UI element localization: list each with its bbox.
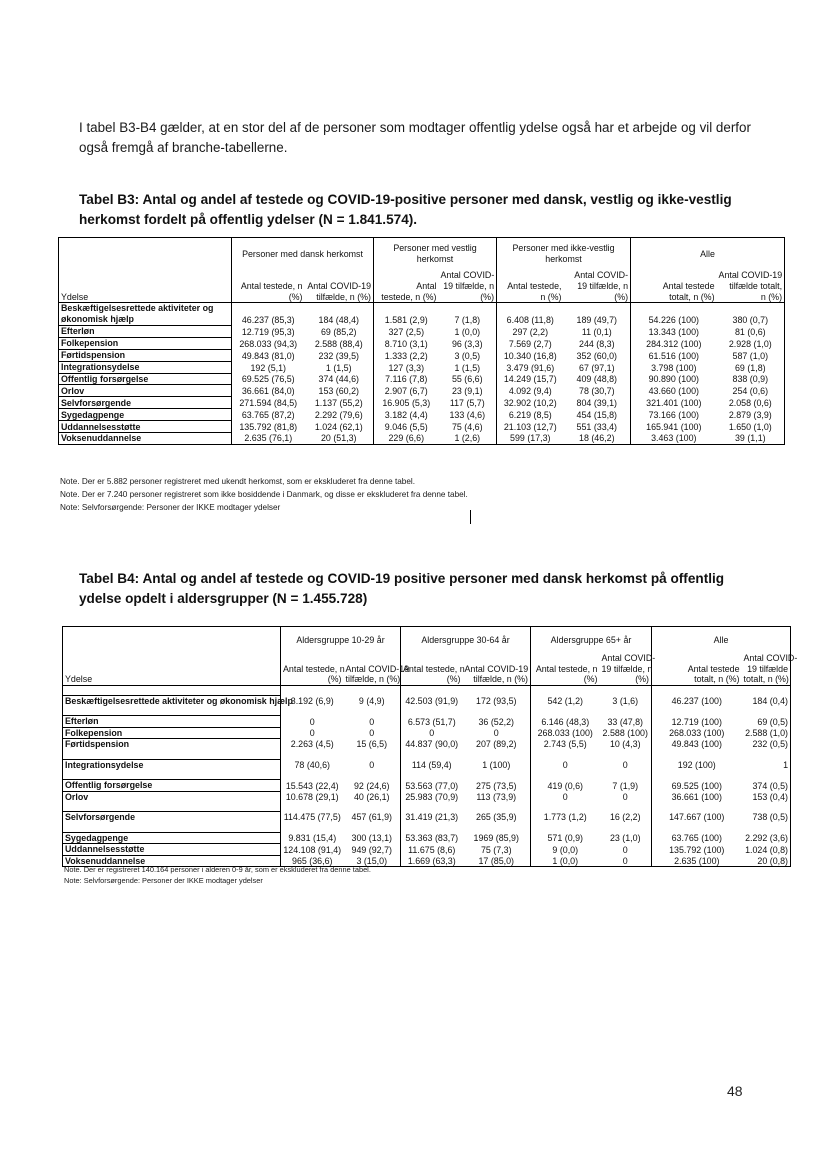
b3-col7-h2: Antal testede xyxy=(631,281,717,292)
table-cell: 232 (39,5) xyxy=(318,350,359,361)
table-cell: 69.525 (100) xyxy=(652,780,742,792)
table-cell: 192 (5,1) xyxy=(232,361,305,373)
row-label: Beskæftigelsesrettede aktiviteter og økonomisk hjælp xyxy=(63,695,281,706)
table-cell: 542 (1,2) xyxy=(531,695,600,706)
table-cell: 1 (1,5) xyxy=(325,362,352,373)
cursor-mark xyxy=(470,510,471,524)
table-cell: 1.137 (55,2) xyxy=(314,398,363,409)
table-row xyxy=(63,832,791,844)
table-b4 xyxy=(62,626,798,867)
table-cell: 42.503 (91,9) xyxy=(401,695,463,706)
b4-group-10-29: Aldersgruppe 10-29 år xyxy=(281,627,401,654)
table-cell: 53.563 (77,0) xyxy=(401,780,463,792)
table-cell: 15 (6,5) xyxy=(356,739,388,749)
row-label: Integrationsydelse xyxy=(63,759,281,770)
table-cell: 67 (97,1) xyxy=(579,362,615,373)
table-cell: 21.103 (12,7) xyxy=(497,421,564,433)
b4-col8-h3: totalt, n (%) xyxy=(743,674,789,684)
table-cell: 0 xyxy=(531,791,600,802)
b3-col7-h1 xyxy=(631,270,717,281)
table-cell: 0 xyxy=(369,759,375,770)
b4-col2-h3: tilfælde, n (%) xyxy=(345,674,401,684)
table-row xyxy=(59,326,785,338)
table-cell: 127 (3,3) xyxy=(374,361,439,373)
table-cell: 352 (60,0) xyxy=(576,350,618,361)
b4-group-65plus: Aldersgruppe 65+ år xyxy=(531,627,652,654)
table-cell: 20 (0,8) xyxy=(757,855,789,866)
table-cell: 12.719 (95,3) xyxy=(232,326,305,338)
table-cell: 40 (26,1) xyxy=(353,791,390,802)
row-label: Voksenuddannelse xyxy=(63,855,281,867)
table-cell: 9.046 (5,5) xyxy=(374,421,439,433)
table-cell: 172 (93,5) xyxy=(476,695,517,706)
table-row xyxy=(63,695,791,706)
table-cell: 63.765 (100) xyxy=(652,832,742,844)
b3-col7-h3: totalt, n (%) xyxy=(631,292,717,303)
table-cell: 838 (0,9) xyxy=(732,374,769,385)
table-b4-title: Tabel B4: Antal og andel af testede og COVID-19 positive personer med dansk herkomst på offentlig ydelse opdelt i aldersgrupper (N = 1.455.728) xyxy=(79,571,725,606)
table-cell: 20 (51,3) xyxy=(320,433,357,444)
b3-group-ikke-vestlig: Personer med ikke-vestlig herkomst xyxy=(497,238,631,271)
table-cell: 2.635 (100) xyxy=(652,855,742,867)
table-row xyxy=(59,361,785,373)
table-cell: 6.573 (51,7) xyxy=(401,716,463,728)
table-b3-title: Tabel B3: Antal og andel af testede og COVID-19-positive personer med dansk, vestlig og ikke-vestlig herkomst fordelt på offentlig ydelser (N = 1.841.574). xyxy=(79,192,732,227)
table-b3 xyxy=(58,237,785,445)
b3-col-ydelse: Ydelse xyxy=(59,292,232,303)
table-cell: 53.363 (83,7) xyxy=(401,832,463,844)
table-cell: 1 (0,0) xyxy=(531,855,600,867)
table-cell: 113 (73,9) xyxy=(476,791,517,802)
table-cell: 599 (17,3) xyxy=(497,433,564,445)
table-cell: 3 (15,0) xyxy=(356,855,388,866)
table-cell: 135.792 (100) xyxy=(652,844,742,856)
b3-note-3: Note: Selvforsørgende: Personer der IKKE modtager ydelser xyxy=(60,503,281,512)
table-cell: 90.890 (100) xyxy=(631,373,717,385)
table-cell: 3.192 (6,9) xyxy=(281,695,344,706)
row-label: Uddannelsesstøtte xyxy=(59,421,232,433)
b4-col4-h1 xyxy=(463,653,531,664)
intro-paragraph: I tabel B3-B4 gælder, at en stor del af de personer som modtager offentlig ydelse også har et arbejde og vil derfor også fremgå af branche-tabellerne. xyxy=(79,120,751,155)
table-cell: 268.033 (100) xyxy=(531,727,600,739)
page-number: 48 xyxy=(727,1083,743,1099)
table-cell: 16.905 (5,3) xyxy=(374,397,439,409)
table-cell: 0 xyxy=(369,728,375,738)
table-cell: 1.333 (2,2) xyxy=(374,349,439,361)
b3-col8-h3: n (%) xyxy=(717,292,785,303)
table-cell: 49.843 (81,0) xyxy=(232,349,305,361)
b3-group-alle: Alle xyxy=(631,238,785,271)
b4-col6-h3: (%) xyxy=(600,674,652,685)
b4-col5-h3: (%) xyxy=(531,674,600,685)
table-cell: 69 (85,2) xyxy=(320,326,357,337)
table-cell: 63.765 (87,2) xyxy=(232,409,305,421)
table-cell: 1.024 (62,1) xyxy=(314,422,363,433)
table-cell: 0 xyxy=(622,759,628,770)
table-cell: 147.667 (100) xyxy=(652,812,742,823)
table-cell: 419 (0,6) xyxy=(531,780,600,792)
table-cell: 1.669 (63,3) xyxy=(401,855,463,867)
b3-col3-h1 xyxy=(374,270,439,281)
table-cell: 1.650 (1,0) xyxy=(728,422,772,433)
table-cell: 135.792 (81,8) xyxy=(232,421,305,433)
table-cell: 0 xyxy=(493,728,499,738)
table-cell: 10.340 (16,8) xyxy=(497,349,564,361)
table-cell: 0 xyxy=(622,844,628,855)
table-cell: 2.292 (3,6) xyxy=(745,833,789,843)
b4-header-blank xyxy=(63,627,281,654)
table-cell: 321.401 (100) xyxy=(631,397,717,409)
table-cell: 23 (1,0) xyxy=(609,833,641,843)
table-cell: 61.516 (100) xyxy=(631,349,717,361)
b4-col6-h2: 19 tilfælde, n xyxy=(601,663,653,674)
table-cell: 2.058 (0,6) xyxy=(728,398,772,409)
table-row xyxy=(59,409,785,421)
table-cell: 69.525 (76,5) xyxy=(232,373,305,385)
table-cell: 297 (2,2) xyxy=(497,326,564,338)
table-cell: 1 (100) xyxy=(482,759,511,770)
table-cell: 32.902 (10,2) xyxy=(497,397,564,409)
table-cell: 114 (59,4) xyxy=(401,759,463,770)
table-cell: 7 (1,9) xyxy=(612,780,639,791)
table-row xyxy=(63,791,791,802)
table-cell: 3.463 (100) xyxy=(631,433,717,445)
b3-col8-h2: tilfælde totalt, xyxy=(729,281,783,291)
b4-col1-h3: (%) xyxy=(281,674,344,685)
b3-group-vestlig: Personer med vestlig herkomst xyxy=(374,238,497,271)
table-cell: 6.408 (11,8) xyxy=(497,303,564,326)
b3-col5-h2: Antal testede, xyxy=(497,281,564,292)
table-cell: 454 (15,8) xyxy=(576,410,618,421)
b4-col7-h1 xyxy=(652,653,742,664)
b4-col2-h1 xyxy=(344,653,401,664)
b4-col4-h2: Antal COVID-19 xyxy=(464,663,529,674)
table-cell: 69 (1,8) xyxy=(735,362,766,373)
table-cell: 12.719 (100) xyxy=(652,716,742,728)
b4-col8-h2: 19 tilfælde xyxy=(747,663,789,674)
table-cell: 380 (0,7) xyxy=(732,315,769,325)
b4-col3-h3: (%) xyxy=(401,674,463,685)
table-cell: 192 (100) xyxy=(652,759,742,770)
row-label: Sygedagpenge xyxy=(59,409,232,421)
table-row xyxy=(59,433,785,445)
table-cell: 374 (44,6) xyxy=(318,374,359,385)
table-cell: 6.146 (48,3) xyxy=(531,716,600,728)
table-cell: 11 (0,1) xyxy=(581,326,612,337)
row-label: Integrationsydelse xyxy=(59,361,232,373)
table-cell: 31.419 (21,3) xyxy=(401,812,463,823)
table-cell: 2.588 (1,0) xyxy=(745,728,789,738)
table-cell: 254 (0,6) xyxy=(732,386,769,397)
table-cell: 1.773 (1,2) xyxy=(531,812,600,823)
table-cell: 2.907 (6,7) xyxy=(374,385,439,397)
b3-group-dansk: Personer med dansk herkomst xyxy=(232,238,374,271)
table-cell: 2.743 (5,5) xyxy=(531,739,600,750)
table-cell: 587 (1,0) xyxy=(732,350,769,361)
table-row xyxy=(63,759,791,770)
table-cell: 153 (0,4) xyxy=(752,791,789,802)
table-cell: 804 (39,1) xyxy=(576,398,618,409)
table-cell: 2.588 (88,4) xyxy=(314,338,363,349)
table-row xyxy=(63,716,791,728)
table-cell: 0 xyxy=(622,791,628,802)
row-label: Offentlig forsørgelse xyxy=(59,373,232,385)
row-label: Sygedagpenge xyxy=(63,832,281,844)
row-label: Førtidspension xyxy=(59,349,232,361)
table-cell: 949 (92,7) xyxy=(351,844,392,855)
table-cell: 3 (1,6) xyxy=(612,695,639,706)
table-cell: 44.837 (90,0) xyxy=(401,739,463,750)
table-cell: 46.237 (85,3) xyxy=(232,303,305,326)
row-label: Folkepension xyxy=(63,727,281,739)
table-cell: 265 (35,9) xyxy=(476,812,517,822)
table-cell: 571 (0,9) xyxy=(531,832,600,844)
table-cell: 46.237 (100) xyxy=(652,695,742,706)
table-cell: 965 (36,6) xyxy=(281,855,344,867)
table-cell: 2.263 (4,5) xyxy=(281,739,344,750)
table-cell: 23 (9,1) xyxy=(451,386,483,397)
b3-col8-h1: Antal COVID-19 xyxy=(718,270,783,280)
b4-note-2: Note: Selvforsørgende: Personer der IKKE modtager ydelser xyxy=(64,876,263,885)
table-cell: 36.661 (100) xyxy=(652,791,742,802)
table-cell: 0 xyxy=(622,855,628,866)
table-cell: 457 (61,9) xyxy=(351,812,392,822)
b4-col3-h2: Antal testede, n xyxy=(401,664,463,675)
b3-note-1: Note. Der er 5.882 personer registreret med ukendt herkomst, som er ekskluderet fra denne tabel. xyxy=(60,477,415,486)
b4-col1-h2: Antal testede, n xyxy=(281,664,344,675)
row-label: Selvforsørgende xyxy=(63,812,281,823)
table-cell: 13.343 (100) xyxy=(631,326,717,338)
table-cell: 1 (2,6) xyxy=(454,433,481,444)
table-cell: 2.879 (3,9) xyxy=(728,410,772,421)
b4-col2-h2: Antal COVID-19 xyxy=(345,663,410,674)
b3-col6-h1: Antal COVID- xyxy=(574,270,629,280)
table-row xyxy=(59,421,785,433)
table-cell: 229 (6,6) xyxy=(374,433,439,445)
table-cell: 36.661 (84,0) xyxy=(232,385,305,397)
b3-col3-h3: testede, n (%) xyxy=(374,292,439,303)
b4-col1-h1 xyxy=(281,653,344,664)
b3-col6-h3: (%) xyxy=(564,292,631,303)
b3-col2-h2: Antal COVID-19 xyxy=(307,281,372,291)
table-row xyxy=(63,727,791,739)
table-cell: 1 (0,0) xyxy=(454,326,481,337)
table-cell: 8.710 (3,1) xyxy=(374,337,439,349)
table-cell: 275 (73,5) xyxy=(476,780,517,791)
table-cell: 92 (24,6) xyxy=(353,780,390,791)
table-cell: 2.292 (79,6) xyxy=(314,410,363,421)
b3-col1-h1 xyxy=(232,270,305,281)
table-cell: 7 (1,8) xyxy=(454,315,481,325)
table-cell: 3 (0,5) xyxy=(454,350,481,361)
table-cell: 33 (47,8) xyxy=(607,716,644,727)
table-cell: 39 (1,1) xyxy=(735,433,766,444)
table-row xyxy=(59,385,785,397)
table-cell: 0 xyxy=(531,759,600,770)
b4-col5-h2: Antal testede, n xyxy=(531,664,600,675)
b4-col6-h1: Antal COVID- xyxy=(601,653,656,663)
table-cell: 0 xyxy=(401,727,463,739)
table-cell: 117 (5,7) xyxy=(449,398,485,409)
b4-col7-h2: Antal testede xyxy=(652,664,742,675)
table-cell: 17 (85,0) xyxy=(478,855,515,866)
table-cell: 9 (4,9) xyxy=(358,695,385,706)
table-row xyxy=(59,337,785,349)
table-cell: 207 (89,2) xyxy=(476,739,517,749)
b4-group-30-64: Aldersgruppe 30-64 år xyxy=(401,627,531,654)
table-cell: 1 xyxy=(783,759,789,770)
table-cell: 43.660 (100) xyxy=(631,385,717,397)
table-cell: 49.843 (100) xyxy=(652,739,742,750)
table-cell: 0 xyxy=(369,716,375,727)
b3-col5-h1 xyxy=(497,270,564,281)
table-cell: 2.588 (100) xyxy=(602,728,648,738)
table-cell: 124.108 (91,4) xyxy=(281,844,344,856)
table-cell: 36 (52,2) xyxy=(478,716,515,727)
table-row xyxy=(63,844,791,856)
b4-col-ydelse: Ydelse xyxy=(63,674,281,685)
table-cell: 78 (30,7) xyxy=(579,386,615,397)
table-cell: 153 (60,2) xyxy=(318,386,359,397)
table-cell: 54.226 (100) xyxy=(631,303,717,326)
table-cell: 244 (8,3) xyxy=(579,338,615,349)
b3-col1-h2: Antal testede, n xyxy=(232,281,305,292)
table-cell: 9 (0,0) xyxy=(531,844,600,856)
table-cell: 15.543 (22,4) xyxy=(281,780,344,792)
table-cell: 1 (1,5) xyxy=(454,362,481,373)
table-cell: 16 (2,2) xyxy=(609,812,641,822)
table-row xyxy=(59,373,785,385)
table-cell: 271.594 (84,5) xyxy=(232,397,305,409)
b4-col7-h3: totalt, n (%) xyxy=(652,674,742,685)
table-cell: 3.479 (91,6) xyxy=(497,361,564,373)
row-label: Offentlig forsørgelse xyxy=(63,780,281,792)
table-cell: 3.798 (100) xyxy=(631,361,717,373)
table-cell: 409 (48,8) xyxy=(576,374,618,385)
table-cell: 78 (40,6) xyxy=(281,759,344,770)
table-cell: 10.678 (29,1) xyxy=(281,791,344,802)
table-cell: 232 (0,5) xyxy=(752,739,789,749)
b3-col5-h3: n (%) xyxy=(497,292,564,303)
table-cell: 18 (46,2) xyxy=(579,433,615,444)
table-cell: 1.581 (2,9) xyxy=(374,303,439,326)
row-label: Beskæftigelsesrettede aktiviteter og økonomisk hjælp xyxy=(59,303,232,326)
table-cell: 7.116 (7,8) xyxy=(374,373,439,385)
table-cell: 0 xyxy=(281,727,344,739)
table-cell: 25.983 (70,9) xyxy=(401,791,463,802)
b3-col4-h1: Antal COVID- xyxy=(440,270,495,280)
b4-col4-h3: tilfælde, n (%) xyxy=(463,674,531,685)
row-label: Efterløn xyxy=(63,716,281,728)
table-cell: 1.024 (0,8) xyxy=(745,844,789,855)
b3-note-2: Note. Der er 7.240 personer registreret som ikke bosiddende i Danmark, og disse er ekskluderet fra denne tabel. xyxy=(60,490,468,499)
table-cell: 3.182 (4,4) xyxy=(374,409,439,421)
row-label: Selvforsørgende xyxy=(59,397,232,409)
b3-col4-h3: (%) xyxy=(439,292,497,303)
table-cell: 327 (2,5) xyxy=(374,326,439,338)
table-cell: 11.675 (8,6) xyxy=(401,844,463,856)
b4-col3-h1 xyxy=(401,653,463,664)
b3-col2-h3: tilfælde, n (%) xyxy=(305,292,374,303)
b4-col8-h1: Antal COVID- xyxy=(743,653,798,663)
b4-note-1: Note. Der er registreret 140.164 personer i alderen 0-9 år, som er ekskluderet fra denne tabel. xyxy=(64,865,371,874)
table-row xyxy=(59,303,785,326)
b3-col3-h2: Antal xyxy=(374,281,439,292)
table-cell: 69 (0,5) xyxy=(757,716,789,727)
table-cell: 184 (0,4) xyxy=(752,695,789,706)
row-label: Orlov xyxy=(59,385,232,397)
row-label: Uddannelsesstøtte xyxy=(63,844,281,856)
table-cell: 6.219 (8,5) xyxy=(497,409,564,421)
table-row xyxy=(63,780,791,792)
table-cell: 96 (3,3) xyxy=(451,338,483,349)
table-cell: 268.033 (94,3) xyxy=(232,337,305,349)
row-label: Voksenuddannelse xyxy=(59,433,232,445)
table-cell: 300 (13,1) xyxy=(351,833,392,843)
table-cell: 4.092 (9,4) xyxy=(497,385,564,397)
row-label: Folkepension xyxy=(59,337,232,349)
row-label: Efterløn xyxy=(59,326,232,338)
table-cell: 114.475 (77,5) xyxy=(281,812,344,823)
table-cell: 10 (4,3) xyxy=(609,739,641,749)
table-row xyxy=(63,812,791,823)
row-label: Førtidspension xyxy=(63,739,281,750)
table-cell: 75 (4,6) xyxy=(451,422,483,433)
table-cell: 551 (33,4) xyxy=(576,422,618,433)
table-cell: 14.249 (15,7) xyxy=(497,373,564,385)
table-cell: 2.928 (1,0) xyxy=(728,338,772,349)
b4-col5-h1 xyxy=(531,653,600,664)
table-cell: 2.635 (76,1) xyxy=(232,433,305,445)
b4-group-alle: Alle xyxy=(652,627,791,654)
row-label: Orlov xyxy=(63,791,281,802)
table-row xyxy=(59,349,785,361)
table-cell: 189 (49,7) xyxy=(576,315,618,325)
table-cell: 165.941 (100) xyxy=(631,421,717,433)
table-cell: 81 (0,6) xyxy=(735,326,766,337)
table-cell: 55 (6,6) xyxy=(451,374,483,385)
table-cell: 133 (4,6) xyxy=(449,410,486,421)
table-cell: 75 (7,3) xyxy=(480,844,512,855)
b3-col6-h2: 19 tilfælde, n xyxy=(577,281,629,291)
table-cell: 374 (0,5) xyxy=(752,780,789,791)
table-cell: 268.033 (100) xyxy=(652,727,742,739)
table-cell: 0 xyxy=(281,716,344,728)
table-cell: 73.166 (100) xyxy=(631,409,717,421)
b3-header-blank xyxy=(59,238,232,271)
table-cell: 1969 (85,9) xyxy=(473,833,519,843)
table-cell: 7.569 (2,7) xyxy=(497,337,564,349)
table-cell: 738 (0,5) xyxy=(752,812,789,822)
b3-col1-h3: (%) xyxy=(232,292,305,303)
table-cell: 184 (48,4) xyxy=(318,315,359,325)
table-cell: 284.312 (100) xyxy=(631,337,717,349)
table-row xyxy=(63,739,791,750)
b3-col2-h1 xyxy=(305,270,374,281)
b3-col4-h2: 19 tilfælde, n xyxy=(443,281,495,291)
table-row xyxy=(59,397,785,409)
table-cell: 9.831 (15,4) xyxy=(281,832,344,844)
